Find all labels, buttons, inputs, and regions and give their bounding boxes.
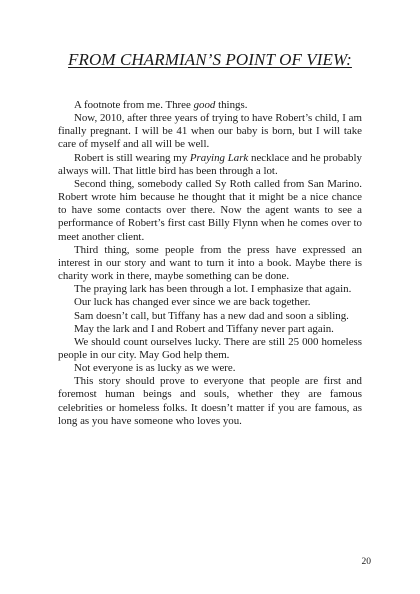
paragraph: Robert is still wearing my Praying Lark necklace and he probably always will. That little bird has been through a lot.: [58, 151, 362, 177]
paragraph: The praying lark has been through a lot. I emphasize that again.: [74, 283, 352, 296]
chapter-title: FROM CHARMIAN’S POINT OF VIEW:: [68, 50, 352, 69]
paragraph: We should count ourselves lucky. There are still 25 000 homeless people in our city. May God help them.: [58, 335, 362, 361]
paragraph: Third thing, some people from the press have expressed an interest in our story and want to turn it into a book. Maybe there is charity work in there, maybe something can be done.: [58, 243, 362, 283]
body-text: [58, 99, 362, 428]
paragraph: This story should prove to everyone that people are first and foremost human beings and souls, whether they are famous celebrities or homeless folks. It doesn’t matter if you are famous, as long as you have someone who loves you.: [58, 375, 362, 427]
paragraph: Second thing, somebody called Sy Roth called from San Marino. Robert wrote him because he thought that it might be a nice chance to have some contacts over there. Now the agent wants to see a performance of Robert’s first cast Billy Flynn when he comes over to meet another client.: [58, 177, 362, 243]
page-number: 20: [361, 557, 371, 567]
emphasis: Praying Lark: [189, 151, 249, 164]
paragraph: Our luck has changed ever since we are back together.: [74, 296, 311, 309]
paragraph: Now, 2010, after three years of trying to have Robert’s child, I am finally pregnant. I will be 41 when our baby is born, but I will take care of myself and all will be well.: [58, 112, 362, 151]
paragraph: May the lark and I and Robert and Tiffany never part again.: [74, 322, 334, 335]
paragraph: A footnote from me. Three good things.: [74, 99, 248, 111]
emphasis: good: [193, 99, 216, 111]
paragraph: Sam doesn’t call, but Tiffany has a new dad and soon a sibling.: [74, 309, 349, 322]
paragraph: Not everyone is as lucky as we were.: [74, 362, 236, 375]
